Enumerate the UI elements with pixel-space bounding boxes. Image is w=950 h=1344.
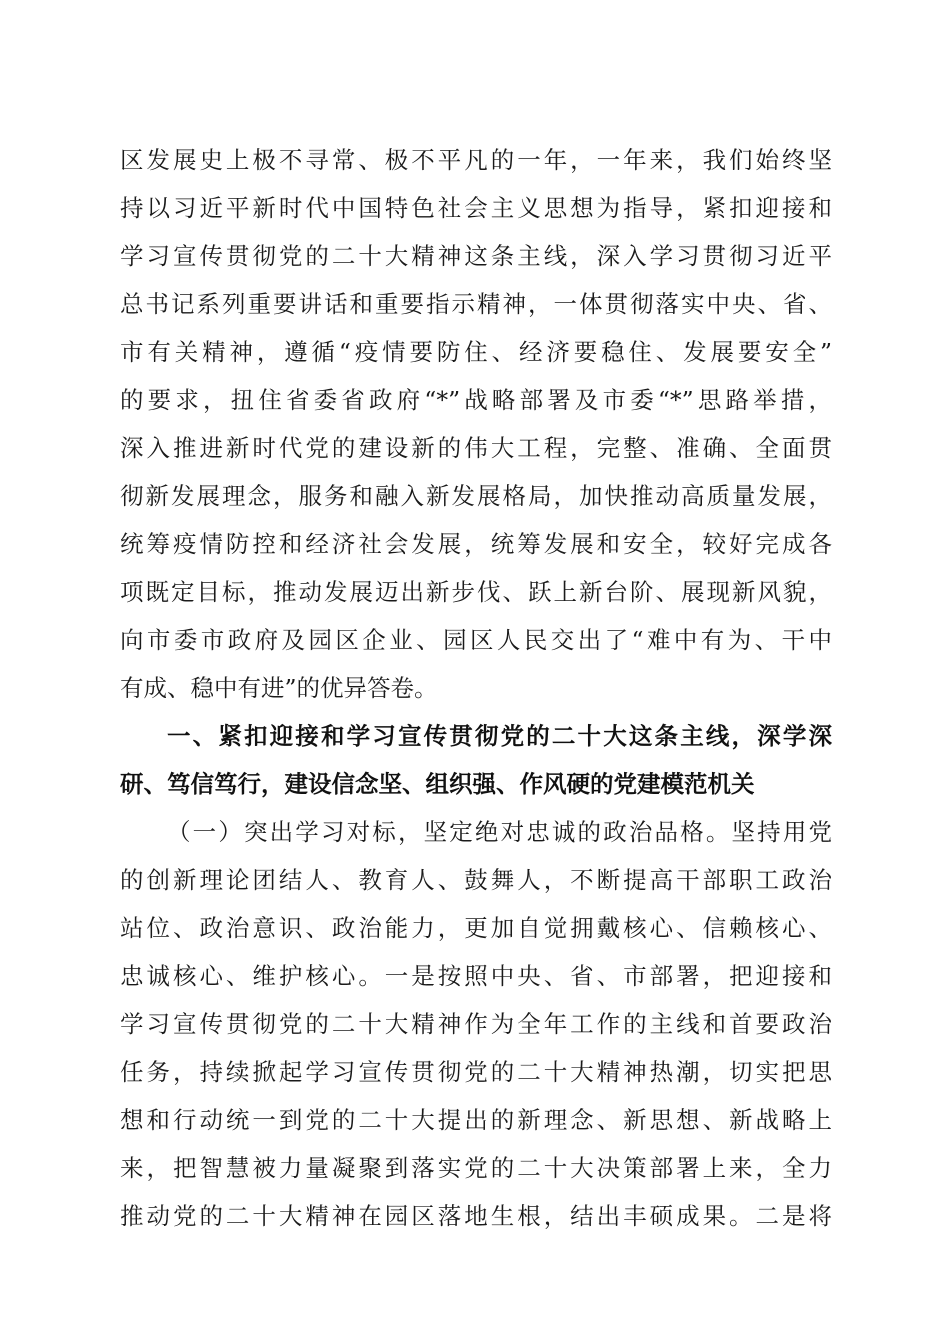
body-text-line: 想和行动统一到党的二十大提出的新理念、新思想、新战略上 bbox=[120, 1106, 832, 1134]
body-text-line: 的要求，扭住省委省政府“*”战略部署及市委“*”思路举措， bbox=[120, 386, 832, 414]
body-text-line: 向市委市政府及园区企业、园区人民交出了“难中有为、干中 bbox=[120, 626, 832, 654]
body-text-line: 深入推进新时代党的建设新的伟大工程，完整、准确、全面贯 bbox=[120, 434, 832, 462]
body-text-line: 忠诚核心、维护核心。一是按照中央、省、市部署，把迎接和 bbox=[120, 962, 832, 990]
body-text-line: 站位、政治意识、政治能力，更加自觉拥戴核心、信赖核心、 bbox=[120, 914, 832, 942]
body-text-line: 持以习近平新时代中国特色社会主义思想为指导，紧扣迎接和 bbox=[120, 194, 832, 222]
body-text-line: 总书记系列重要讲话和重要指示精神，一体贯彻落实中央、省、 bbox=[120, 290, 832, 318]
body-text-line: 市有关精神，遵循“疫情要防住、经济要稳住、发展要安全” bbox=[120, 338, 832, 366]
body-text-line: 推动党的二十大精神在园区落地生根，结出丰硕成果。二是将 bbox=[120, 1202, 832, 1230]
body-text-line: 项既定目标，推动发展迈出新步伐、跃上新台阶、展现新风貌， bbox=[120, 578, 832, 606]
body-text-line: 任务，持续掀起学习宣传贯彻党的二十大精神热潮，切实把思 bbox=[120, 1058, 832, 1086]
body-text-line: 来，把智慧被力量凝聚到落实党的二十大决策部署上来，全力 bbox=[120, 1154, 832, 1182]
body-text-line: 区发展史上极不寻常、极不平凡的一年，一年来，我们始终坚 bbox=[120, 146, 832, 174]
body-text-line: 彻新发展理念，服务和融入新发展格局，加快推动高质量发展， bbox=[120, 482, 832, 510]
body-text-line: 有成、稳中有进”的优异答卷。 bbox=[120, 674, 438, 702]
section-heading-line: 一、紧扣迎接和学习宣传贯彻党的二十大这条主线，深学深 bbox=[167, 722, 832, 750]
body-text-line: 学习宣传贯彻党的二十大精神作为全年工作的主线和首要政治 bbox=[120, 1010, 832, 1038]
body-text-line: 学习宣传贯彻党的二十大精神这条主线，深入学习贯彻习近平 bbox=[120, 242, 832, 270]
body-text-line: 统筹疫情防控和经济社会发展，统筹发展和安全，较好完成各 bbox=[120, 530, 832, 558]
body-text-line: 的创新理论团结人、教育人、鼓舞人，不断提高干部职工政治 bbox=[120, 866, 832, 894]
body-text-line: （一）突出学习对标，坚定绝对忠诚的政治品格。坚持用党 bbox=[167, 818, 832, 846]
section-heading-line: 研、笃信笃行，建设信念坚、组织强、作风硬的党建模范机关 bbox=[120, 770, 755, 798]
